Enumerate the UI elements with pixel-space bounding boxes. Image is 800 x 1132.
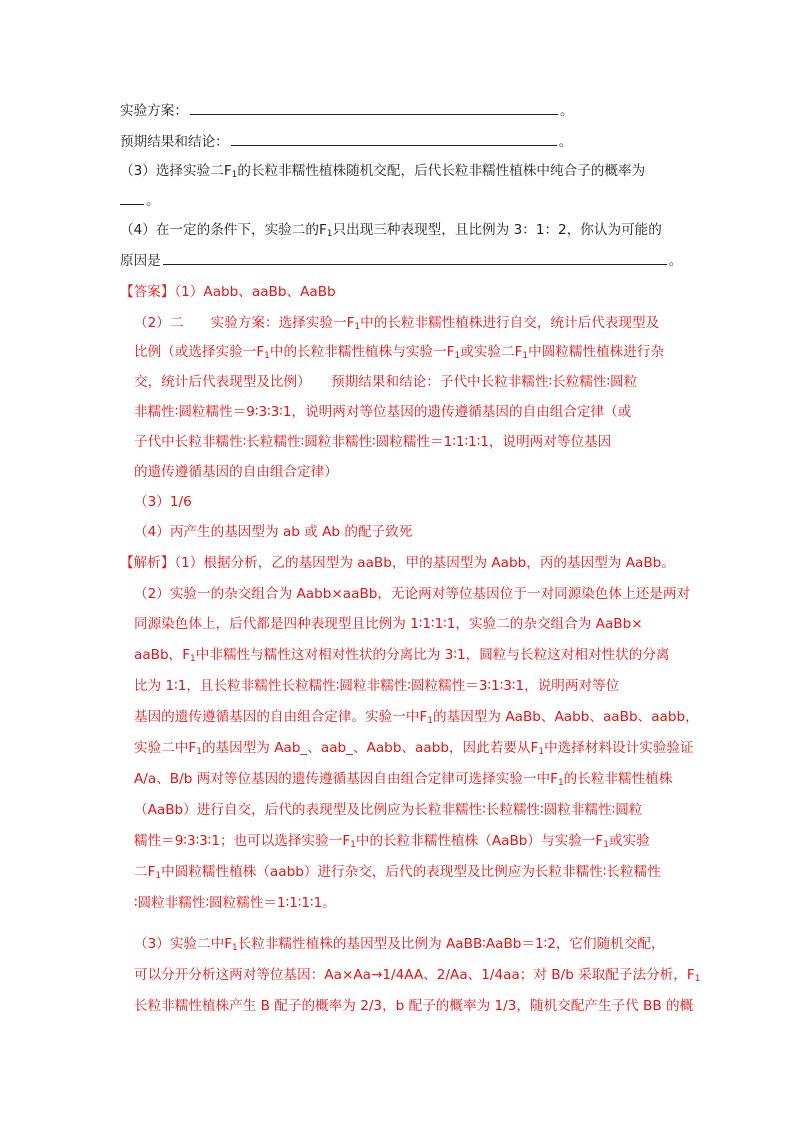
answer-line-9: （4）丙产生的基因型为 ab 或 Ab 的配子致死 — [134, 524, 413, 540]
plan-line: 实验方案： 。 — [120, 100, 574, 121]
plan-blank — [190, 100, 558, 115]
q3-line: （3）选择实验二$F_1$的长粒非糯性植株随机交配，后代长粒非糯性植株中纯合子的概率为 — [120, 163, 646, 180]
answer-line-1: 【答案】（1）Aabb、aaBb、AaBb — [120, 284, 336, 300]
answer-line-8: （3）1/6 — [134, 494, 192, 510]
answer-line-5: 非糯性∶圆粒糯性＝9∶3∶3∶1，说明两对等位基因的遗传遵循基因的自由组合定律（或 — [134, 404, 632, 420]
analysis-line-5: 比为 1∶1，且长粒非糯性长粒糯性∶圆粒非糯性∶圆粒糯性＝3∶1∶3∶1，说明两对等位 — [134, 678, 620, 694]
q4-line: （4）在一定的条件下，实验二的$F_1$只出现三种表现型，且比例为 3：1：2，你认为可能的 — [120, 222, 662, 239]
analysis-line-7: 实验二中$F_1$的基因型为 Aab_、aab_、Aabb、aabb，因此若要从$F_1$中选择材料设计实验验证 — [134, 740, 694, 757]
answer-line-4: 交，统计后代表现型及比例） 预期结果和结论：子代中长粒非糯性∶长粒糯性∶圆粒 — [134, 374, 638, 390]
plan-label: 实验方案： — [120, 103, 188, 119]
analysis-line-4: aaBb，$F_1$中非糯性与糯性这对相对性状的分离比为 3∶1，圆粒与长粒这对相对性状的分离 — [134, 647, 670, 664]
analysis-line-14: 可以分开分析这两对等位基因：Aa×Aa→1/4AA、2/Aa、1/4aa；对 B/b 采取配子法分析，$F_1$ — [134, 967, 701, 984]
analysis-line-15: 长粒非糯性植株产生 B 配子的概率为 2/3，b 配子的概率为 1/3，随机交配产生子代 BB 的概 — [134, 998, 694, 1014]
analysis-line-8: A/a、B/b 两对等位基因的遗传遵循基因自由组合定律可选择实验一中$F_1$的长粒非糯性植株 — [134, 771, 673, 788]
result-line: 预期结果和结论： 。 — [120, 131, 572, 152]
answer-line-6: 子代中长粒非糯性∶长粒糯性∶圆粒非糯性∶圆粒糯性＝1∶1∶1∶1，说明两对等位基因 — [134, 434, 612, 450]
answer-line-2: （2）二 实验方案：选择实验一$F_1$中的长粒非糯性植株进行自交，统计后代表现型及 — [134, 315, 660, 332]
answer-line-3: 比例（或选择实验一$F_1$中的长粒非糯性植株与实验一$F_1$或实验二$F_1$中圆粒糯性植株进行杂 — [134, 344, 665, 361]
answer-line-7: 的遗传遵循基因的自由组合定律） — [134, 464, 338, 480]
analysis-line-3: 同源染色体上，后代都是四种表现型且比例为 1∶1∶1∶1，实验二的杂交组合为 AaBb× — [134, 616, 643, 632]
q3-blank — [120, 190, 144, 205]
q3-blank-line: 。 — [120, 190, 160, 211]
analysis-line-2: （2）实验一的杂交组合为 Aabb×aaBb，无论两对等位基因位于一对同源染色体上还是两对 — [134, 586, 691, 602]
analysis-tag: 【解析】 — [120, 555, 175, 571]
result-label: 预期结果和结论： — [120, 134, 229, 150]
analysis-line-1: 【解析】（1）根据分析，乙的基因型为 aaBb，甲的基因型为 Aabb，丙的基因型为 AaBb。 — [120, 555, 675, 571]
result-blank — [231, 131, 557, 146]
q4-reason-line: 原因是 。 — [120, 250, 682, 271]
q4-blank — [163, 250, 667, 265]
analysis-line-6: 基因的遗传遵循基因的自由组合定律。实验一中$F_1$的基因型为 AaBb、Aabb、aaBb、aabb， — [134, 709, 699, 726]
analysis-line-12: ∶圆粒非糯性∶圆粒糯性＝1∶1∶1∶1。 — [134, 895, 336, 911]
answer-tag: 【答案】 — [120, 284, 175, 300]
analysis-line-13: （3）实验二中$F_1$长粒非糯性植株的基因型及比例为 AaBB∶AaBb＝1∶2，它们随机交配， — [134, 936, 665, 953]
analysis-line-10: 糯性＝9∶3∶3∶1；也可以选择实验一$F_1$中的长粒非糯性植株（AaBb）与实验一$F_1$或实验 — [134, 833, 650, 850]
analysis-line-9: （AaBb）进行自交，后代的表现型及比例应为长粒非糯性∶长粒糯性∶圆粒非糯性∶圆粒 — [134, 802, 643, 818]
analysis-line-11: 二$F_1$中圆粒糯性植株（aabb）进行杂交，后代的表现型及比例应为长粒非糯性∶长粒糯性 — [134, 864, 661, 881]
